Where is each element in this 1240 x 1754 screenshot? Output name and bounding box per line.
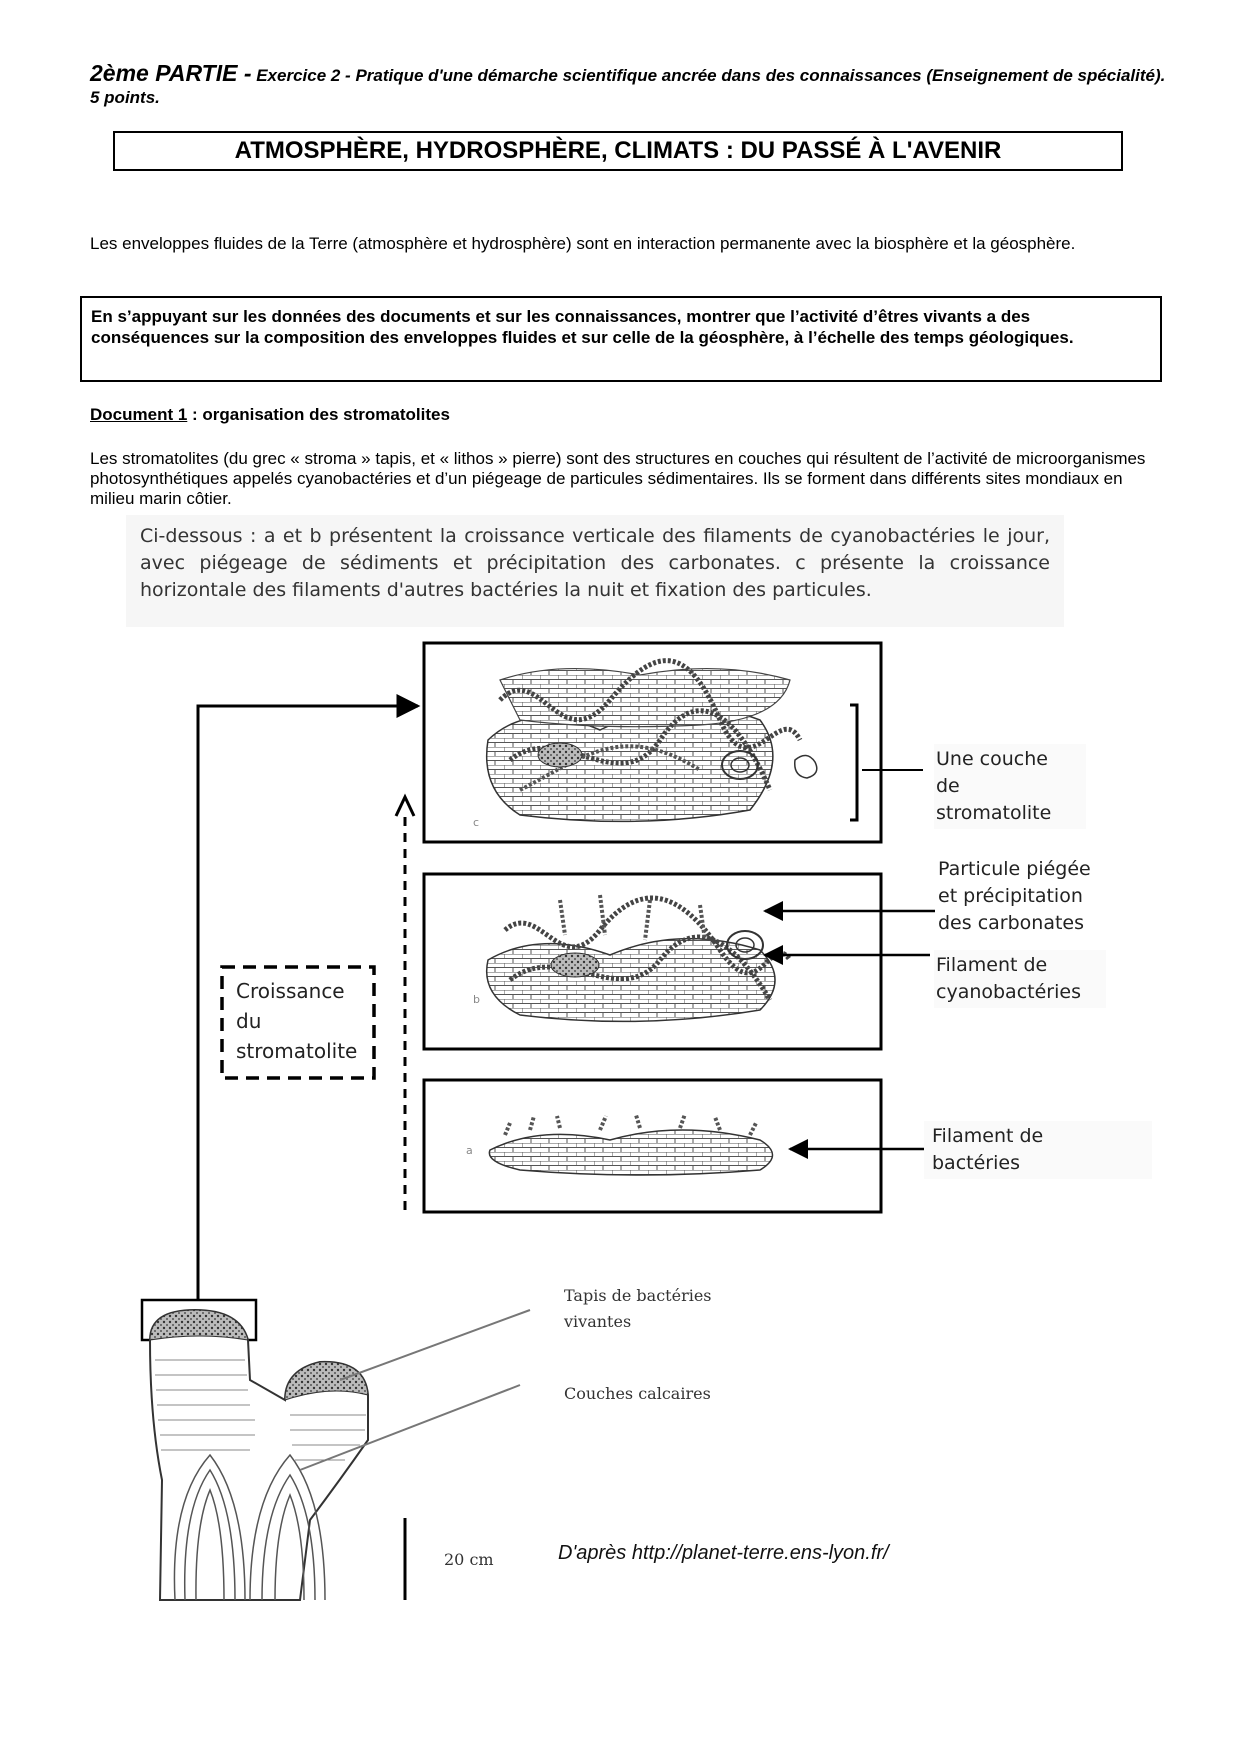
label-filament-cyano bbox=[934, 950, 1106, 1008]
intro-paragraph: Les enveloppes fluides de la Terre (atmosphère et hydrosphère) sont en interaction permanente avec la biosphère et la géosphère. bbox=[90, 234, 1076, 253]
label-croissance bbox=[236, 976, 366, 1066]
panel-a bbox=[424, 1080, 881, 1212]
document1-subtitle: : organisation des stromatolites bbox=[187, 405, 450, 424]
label-couche-line2: de bbox=[936, 775, 960, 797]
label-tapis-line1: Tapis de bactéries bbox=[564, 1286, 712, 1305]
growth-arrow-head bbox=[396, 797, 414, 816]
label-filament-bact bbox=[924, 1121, 1152, 1179]
label-filament-bact-line2: bactéries bbox=[932, 1152, 1020, 1174]
pointer-tapis bbox=[340, 1310, 530, 1380]
document1-text: Les stromatolites (du grec « stroma » tapis, et « lithos » pierre) sont des structures en couches qui résultent de l’activité de microorganismes photosynthétiques appelés cyanobactéries et d’un piégeage de particules sédimentaires. Ils se forment dans différents sites mondiaux en milieu marin côtier. bbox=[90, 449, 1146, 508]
label-couches-calcaires: Couches calcaires bbox=[564, 1384, 711, 1403]
label-tapis bbox=[564, 1283, 712, 1335]
label-particule-line1: Particule piégée bbox=[938, 858, 1091, 880]
part-label: 2ème PARTIE - bbox=[90, 60, 252, 86]
source-credit: D'après http://planet-terre.ens-lyon.fr/ bbox=[558, 1542, 889, 1564]
label-filament-bact-line1: Filament de bbox=[932, 1125, 1044, 1147]
label-particule-line2: et précipitation bbox=[938, 885, 1083, 907]
exercise-label: Exercice 2 - Pratique d'une démarche scientifique ancrée dans des connaissances (Enseignement de spécialité). 5 points. bbox=[90, 66, 1166, 107]
label-croissance-line3: stromatolite bbox=[236, 1039, 358, 1063]
label-couche bbox=[934, 744, 1086, 829]
label-couche-line3: stromatolite bbox=[936, 802, 1052, 824]
document1-label: Document 1 bbox=[90, 405, 188, 424]
label-croissance-line2: du bbox=[236, 1009, 262, 1033]
panel-c bbox=[424, 643, 881, 842]
panel-b bbox=[424, 874, 881, 1049]
task-box: En s’appuyant sur les données des documents et sur les connaissances, montrer que l’activité d’êtres vivants a des conséquences sur la composition des enveloppes fluides et sur celle de la géosphère, à l’échelle des temps géologiques. bbox=[80, 296, 1162, 382]
panel-a-letter: a bbox=[466, 1144, 473, 1157]
label-couche-line1: Une couche bbox=[936, 748, 1048, 770]
label-particule-line3: des carbonates bbox=[938, 912, 1084, 934]
scale-label: 20 cm bbox=[444, 1550, 494, 1569]
label-filament-cyano-line1: Filament de bbox=[936, 954, 1048, 976]
page-title: ATMOSPHÈRE, HYDROSPHÈRE, CLIMATS : DU PASSÉ À L'AVENIR bbox=[113, 131, 1123, 171]
label-particule bbox=[938, 856, 1108, 937]
figure-caption: Ci-dessous : a et b présentent la croissance verticale des filaments de cyanobactéries le jour, avec piégeage de sédiments et précipitation des carbonates. c présente la croissance horizontale des filaments d'autres bactéries la nuit et fixation des particules. bbox=[126, 515, 1064, 627]
panel-b-letter: b bbox=[473, 993, 480, 1006]
label-filament-cyano-line2: cyanobactéries bbox=[936, 981, 1081, 1003]
stromatolite-column-drawing bbox=[150, 1310, 368, 1600]
label-croissance-line1: Croissance bbox=[236, 979, 345, 1003]
panel-c-letter: c bbox=[473, 816, 480, 829]
label-tapis-line2: vivantes bbox=[564, 1312, 632, 1331]
